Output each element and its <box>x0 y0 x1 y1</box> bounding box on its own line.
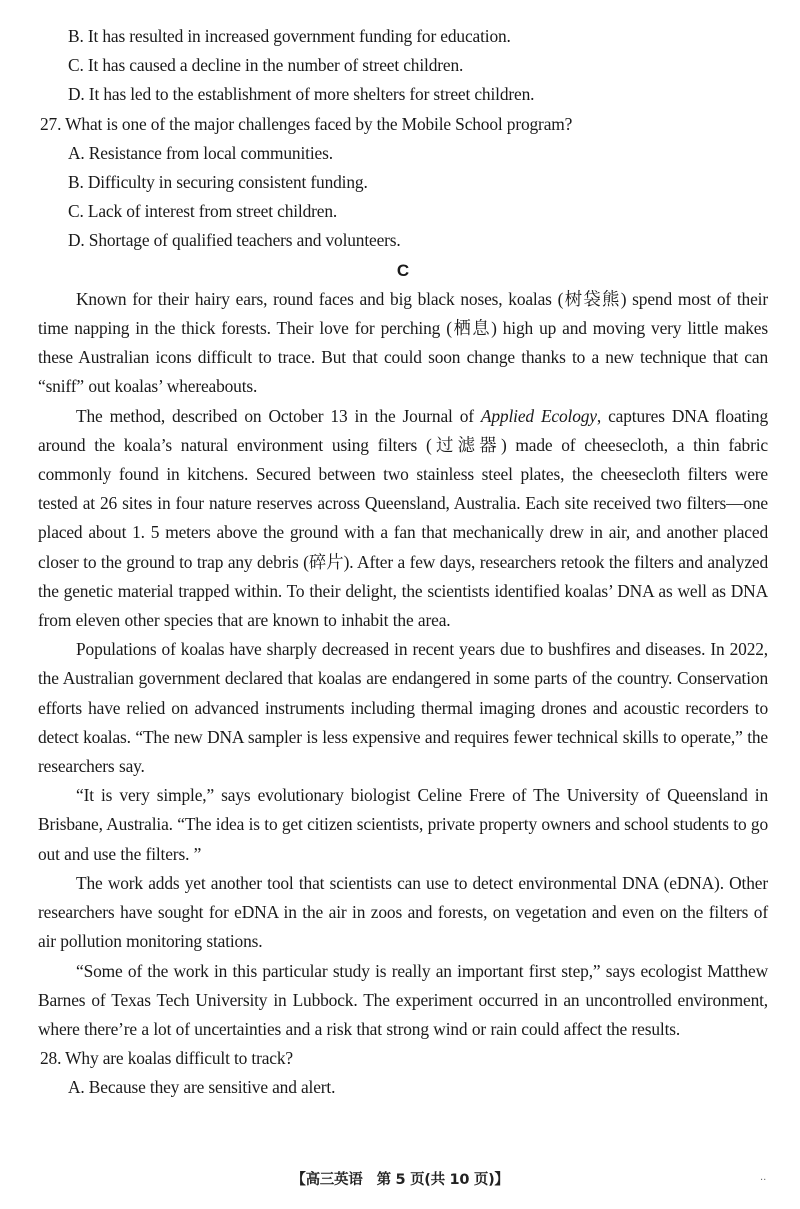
section-c-title: C <box>396 260 410 280</box>
exam-page <box>38 22 768 1103</box>
q27-option-d: D. Shortage of qualified teachers and volunteers. <box>68 230 401 251</box>
passage-paragraph-1: Known for their hairy ears, round faces and big black noses, koalas (树袋熊) spend most of their time napping in the thick forests. Their love for perching (栖息) high up and moving very little makes these Australian icons difficult to trace. But that could soon change thanks to a new technique that can “sniff” out koalas’ whereabouts. <box>38 288 768 397</box>
q26-option-b: B. It has resulted in increased government funding for education. <box>68 26 511 46</box>
passage-paragraph-2 <box>38 402 768 636</box>
q27-option-c: C. Lack of interest from street children. <box>68 201 338 222</box>
q26-option-d: D. It has led to the establishment of more shelters for street children. <box>68 84 535 105</box>
q28-stem: 28. Why are koalas difficult to track? <box>40 1048 293 1069</box>
paragraph-2-lead: The method, described on October 13 in the Journal of <box>76 405 481 426</box>
journal-name: Applied Ecology <box>480 405 597 426</box>
passage-paragraph-3: Populations of koalas have sharply decreased in recent years due to bushfires and diseases. In 2022, the Australian government declared that koalas are endangered in some parts of the country. Conservation efforts have relied on advanced instruments including thermal imaging drones and acoustic recorders to detect koalas. “The new DNA sampler is less expensive and requires fewer technical skills to operate,” the researchers say. <box>38 639 768 777</box>
paragraph-2-rest: , captures DNA floating around the koala’s natural environment using filters (过滤器) made of cheesecloth, a thin fabric commonly found in kitchens. Secured between two stainless steel plates, the cheesecloth filters were tested at 26 sites in four nature reserves across Queensland, Australia. Each site received two filters—one placed about 1. 5 meters above the ground with a fan that mechanically drew in air, and another placed closer to the ground to trap any debris (碎片). After a few days, researchers retook the filters and analyzed the genetic material trapped within. To their delight, the scientists identified koalas’ DNA as well as DNA from eleven other species that are known to inhabit the area. <box>38 405 768 631</box>
passage-paragraph-4: “It is very simple,” says evolutionary biologist Celine Frere of The University of Queensland in Brisbane, Australia. “The idea is to get citizen scientists, private property owners and school students to go out and use the filters. ” <box>38 785 768 864</box>
q27-option-b: B. Difficulty in securing consistent funding. <box>68 172 368 193</box>
q27-option-a: A. Resistance from local communities. <box>68 142 333 163</box>
passage-paragraph-5: The work adds yet another tool that scientists can use to detect environmental DNA (eDNA). Other researchers have sought for eDNA in the air in zoos and forests, on vegetation and even on the filters of air pollution monitoring stations. <box>38 872 768 952</box>
page-footer: 【高三英语 第 5 页(共 10 页)】 <box>291 1172 509 1188</box>
corner-mark: .. <box>760 1172 767 1183</box>
q26-option-c: C. It has caused a decline in the number of street children. <box>68 55 464 76</box>
q27-stem: 27. What is one of the major challenges faced by the Mobile School program? <box>40 113 573 134</box>
q28-option-a: A. Because they are sensitive and alert. <box>68 1077 336 1098</box>
passage-paragraph-6: “Some of the work in this particular study is really an important first step,” says ecologist Matthew Barnes of Texas Tech University in Lubbock. The experiment occurred in an uncontrolled environment, where there’re a lot of uncertainties and a risk that strong wind or rain could affect the results. <box>38 960 768 1039</box>
